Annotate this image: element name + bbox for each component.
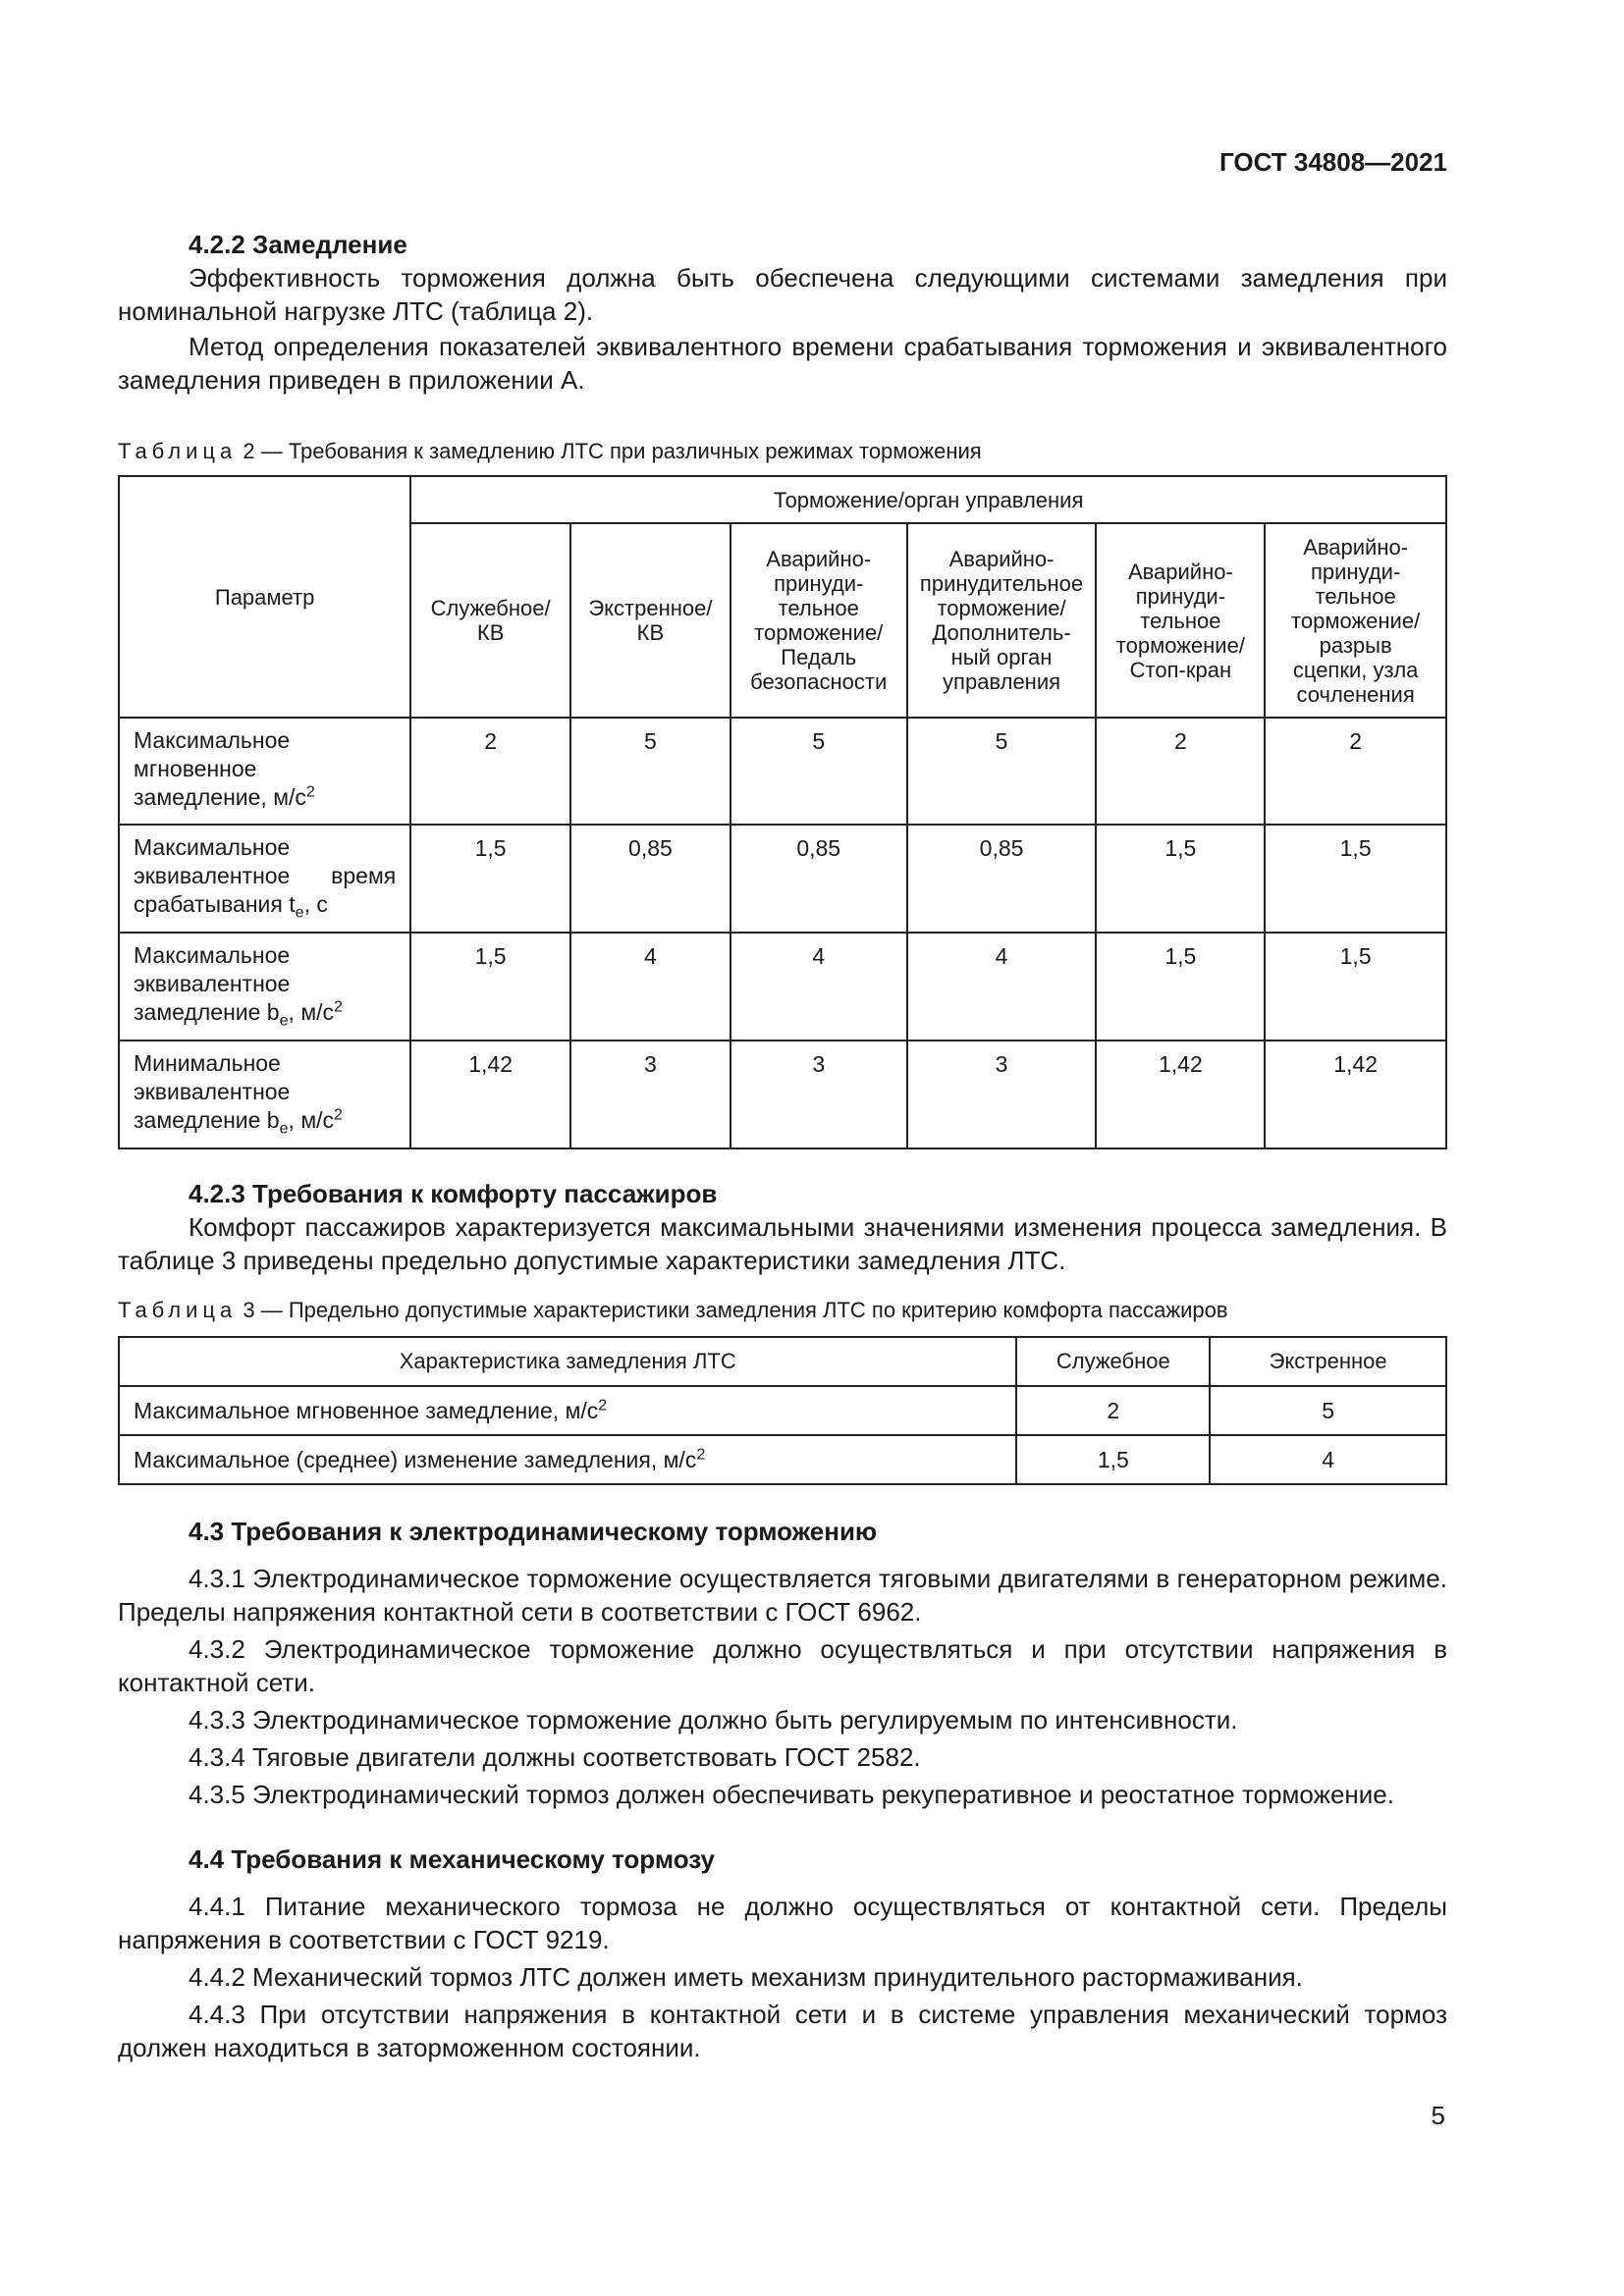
table-2-column-header	[1265, 523, 1446, 718]
table-3-cell: 4	[1210, 1435, 1446, 1484]
table-2-caption-label: Таблица	[118, 439, 238, 463]
row-label-subscript: e	[279, 1011, 289, 1030]
table-2-cell: 1,5	[410, 825, 570, 933]
row-label-text: Максимальное эквивалентное время срабатывания t	[134, 834, 397, 917]
row-label-text: Максимальное (среднее) изменение замедления, м/с	[134, 1446, 697, 1472]
section-4-3-item: 4.3.2 Электродинамическое торможение должно осуществляться и при отсутствии напряжения в контактной сети.	[118, 1634, 1447, 1697]
table-2-column-header-line: Педаль	[781, 645, 857, 669]
table-2-cell: 4	[907, 933, 1097, 1041]
table-2-column-header-line: управления	[943, 669, 1061, 694]
document-code: ГОСТ 34808—2021	[1219, 147, 1447, 177]
table-2-row-label	[119, 718, 410, 825]
table-2-column-header-line: тельное	[1315, 583, 1396, 609]
table-2-column-header	[1096, 523, 1265, 718]
table-2-column-header	[731, 523, 907, 718]
table-2-column-header	[410, 523, 570, 718]
row-label-subscript: e	[279, 1119, 289, 1138]
table-2-column-header-line: торможение/	[754, 620, 884, 645]
table-2-caption-text: 2 — Требования к замедлению ЛТС при различных режимах торможения	[237, 439, 982, 463]
row-label-text: Минимальное эквивалентное замедление b	[134, 1050, 291, 1133]
table-2-column-header-line: принуди-	[774, 571, 864, 596]
row-label-unit: , м/с	[288, 1107, 335, 1133]
table-2-cell: 1,5	[1096, 933, 1265, 1041]
table-2-row-label	[119, 825, 410, 933]
table-2-cell: 3	[731, 1041, 907, 1148]
table-2-cell: 5	[907, 718, 1097, 825]
row-label-superscript: 2	[696, 1444, 706, 1463]
table-3-cell: 5	[1210, 1386, 1446, 1435]
table-2-column-header-line: тельное	[1140, 608, 1221, 633]
table-2-cell: 0,85	[570, 825, 731, 933]
table-2	[118, 475, 1447, 1149]
section-4-4-item: 4.4.3 При отсутствии напряжения в контактной сети и в системе управления механический тормоз должен находиться в заторможенном состоянии.	[118, 2000, 1447, 2062]
table-2-row	[119, 1041, 1446, 1148]
table-2-column-header-line: КВ	[636, 620, 665, 645]
table-2-column-header-line: безопасности	[750, 669, 888, 694]
table-3-header-service: Служебное	[1016, 1337, 1210, 1386]
section-4-3-items	[118, 1562, 1447, 1811]
row-label-superscript: 2	[334, 1105, 343, 1124]
table-2-cell: 3	[907, 1041, 1097, 1148]
table-3-caption-text: 3 — Предельно допустимые характеристики замедления ЛТС по критерию комфорта пассажиров	[237, 1298, 1228, 1322]
table-2-column-header-line: торможение/	[937, 596, 1066, 620]
row-label-text: Максимальное эквивалентное замедление b	[134, 942, 291, 1025]
row-label-superscript: 2	[305, 782, 315, 801]
table-2-row-label	[119, 1041, 410, 1148]
table-2-cell: 2	[410, 718, 570, 825]
section-4-3-item: 4.3.5 Электродинамический тормоз должен обеспечивать рекуперативное и реостатное торможение.	[189, 1780, 1394, 1809]
table-2-cell: 1,42	[1096, 1041, 1265, 1148]
table-2-column-header	[907, 523, 1097, 718]
table-2-cell: 1,5	[1096, 825, 1265, 933]
table-2-cell: 1,42	[1265, 1041, 1446, 1148]
row-label-text: Максимальное мгновенное замедление, м/с	[134, 1397, 599, 1423]
table-3-header-emergency: Экстренное	[1210, 1337, 1446, 1386]
table-2-cell: 5	[570, 718, 731, 825]
table-2-column-header-line: торможение/	[1115, 632, 1245, 658]
table-2-cell: 0,85	[907, 825, 1097, 933]
table-2-cell: 2	[1096, 718, 1265, 825]
table-2-cell: 1,5	[1265, 825, 1446, 933]
section-4-2-2-paragraph-2: Метод определения показателей эквивалентного времени срабатывания торможения и эквивалентного замедления приведен в приложении А.	[118, 332, 1447, 395]
table-2-row	[119, 718, 1446, 825]
row-label-unit: , м/с	[288, 999, 335, 1025]
table-3-row-label	[119, 1435, 1016, 1484]
table-3-header-characteristic: Характеристика замедления ЛТС	[119, 1337, 1016, 1386]
table-3-caption-label: Таблица	[118, 1298, 238, 1322]
table-2-column-header-line: тельное	[778, 596, 859, 620]
row-label-unit: , с	[303, 891, 328, 917]
table-2-column-header-line: Дополнитель-	[932, 620, 1071, 645]
table-2-column-header-line: Аварийно-	[1127, 559, 1233, 584]
table-2-cell: 1,42	[410, 1041, 570, 1148]
section-4-3-item: 4.3.3 Электродинамическое торможение должно быть регулируемым по интенсивности.	[189, 1705, 1238, 1735]
table-2-column-header-line: Аварийно-	[1303, 534, 1409, 560]
section-4-2-3-title: 4.2.3 Требования к комфорту пассажиров	[189, 1179, 718, 1208]
table-2-cell: 3	[570, 1041, 731, 1148]
table-2-column-header-line: принуди-	[1135, 583, 1226, 609]
section-4-4-items	[118, 1890, 1447, 2064]
table-2-column-header-line: Аварийно-	[948, 547, 1055, 571]
section-4-2-3-paragraph-1: Комфорт пассажиров характеризуется максимальными значениями изменения процесса замедления. В таблице 3 приведены предельно допустимые характеристики замедления ЛТС.	[118, 1212, 1447, 1275]
table-2-cell: 5	[731, 718, 907, 825]
table-2-column-header-line: Аварийно-	[766, 547, 872, 571]
section-4-4-item: 4.4.1 Питание механического тормоза не должно осуществляться от контактной сети. Пределы напряжения в соответствии с ГОСТ 9219.	[118, 1892, 1447, 1954]
section-4-3-item: 4.3.1 Электродинамическое торможение осуществляется тяговыми двигателями в генераторном режиме. Пределы напряжения контактной сети в соответствии с ГОСТ 6962.	[118, 1564, 1447, 1627]
table-2-column-header-line: торможение/	[1291, 608, 1421, 633]
page-content	[118, 228, 1447, 2064]
table-2-row	[119, 825, 1446, 933]
table-3-row-label	[119, 1386, 1016, 1435]
table-2-cell: 4	[731, 933, 907, 1041]
table-2-column-header-line: сочленения	[1296, 681, 1415, 707]
table-2-param-header: Параметр	[119, 476, 410, 718]
table-2-column-header-line: Стоп-кран	[1129, 657, 1232, 682]
table-2-column-header-line: Служебное/	[430, 596, 551, 620]
section-4-4-item: 4.4.2 Механический тормоз ЛТС должен иметь механизм принудительного растормаживания.	[189, 1962, 1303, 1992]
table-2-cell: 1,5	[410, 933, 570, 1041]
section-4-3-item: 4.3.4 Тяговые двигатели должны соответствовать ГОСТ 2582.	[189, 1742, 921, 1772]
section-4-2-2-paragraph-1: Эффективность торможения должна быть обеспечена следующими системами замедления при номинальной нагрузке ЛТС (таблица 2).	[118, 263, 1447, 326]
table-2-cell: 2	[1265, 718, 1446, 825]
table-2-cell: 0,85	[731, 825, 907, 933]
table-3-cell: 1,5	[1016, 1435, 1210, 1484]
table-2-column-header-line: КВ	[476, 620, 505, 645]
row-label-superscript: 2	[334, 997, 343, 1016]
table-2-column-header	[570, 523, 731, 718]
row-label-subscript: e	[295, 903, 304, 922]
table-2-column-header-line: ный орган	[950, 645, 1053, 669]
section-4-4-title: 4.4 Требования к механическому тормозу	[189, 1844, 716, 1874]
section-4-3-title: 4.3 Требования к электродинамическому торможению	[189, 1517, 878, 1546]
table-2-caption	[118, 438, 1447, 465]
page-number: 5	[1431, 2101, 1445, 2130]
table-3-row	[119, 1435, 1446, 1484]
table-3-cell: 2	[1016, 1386, 1210, 1435]
table-2-column-header-line: принудительное	[919, 571, 1084, 596]
table-2-row-label	[119, 933, 410, 1041]
section-4-2-2-title: 4.2.2 Замедление	[189, 230, 407, 259]
table-2-cell: 1,5	[1265, 933, 1446, 1041]
table-2-cell: 4	[570, 933, 731, 1041]
table-2-group-header: Торможение/орган управления	[410, 476, 1446, 523]
table-2-column-header-line: Экстренное/	[588, 596, 713, 620]
table-2-column-header-line: принуди-	[1310, 559, 1401, 584]
row-label-superscript: 2	[598, 1395, 608, 1414]
table-2-row	[119, 933, 1446, 1041]
table-3-caption	[118, 1297, 1447, 1324]
table-2-column-header-line: сцепки, узла	[1292, 657, 1419, 682]
table-3	[118, 1336, 1447, 1485]
row-label-text: Максимальное мгновенное замедление, м/с	[134, 727, 306, 810]
table-2-column-header-line: разрыв	[1319, 632, 1392, 658]
table-3-row	[119, 1386, 1446, 1435]
